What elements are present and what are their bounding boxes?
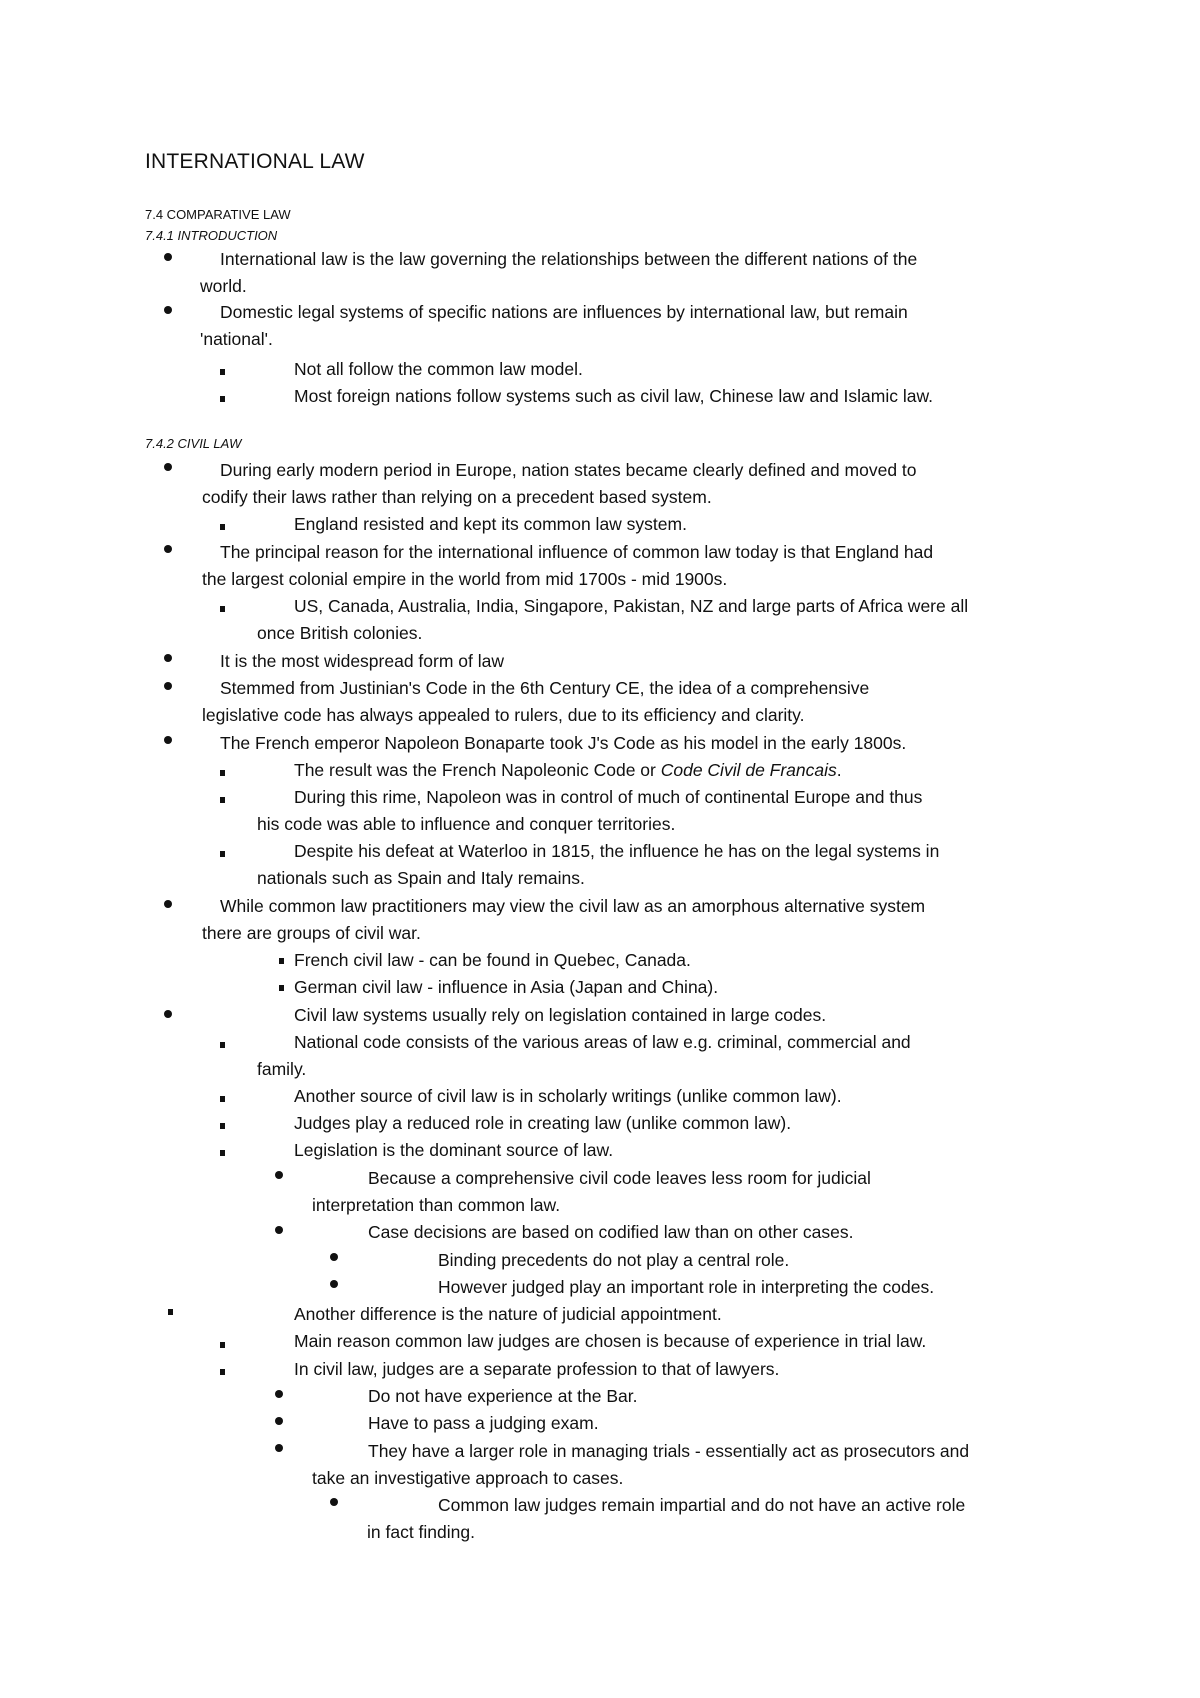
list-item: While common law practitioners may view the civil law as an amorphous alternative system: [220, 896, 926, 916]
square-bullet-icon: [279, 985, 284, 991]
list-item: Legislation is the dominant source of law.: [294, 1140, 614, 1160]
square-bullet-icon: [220, 369, 225, 375]
list-item-text: The result was the French Napoleonic Code or: [294, 760, 661, 780]
bullet-icon: [164, 1010, 172, 1018]
list-item: Judges play a reduced role in creating law (unlike common law).: [294, 1113, 792, 1133]
square-bullet-icon: [220, 396, 225, 402]
bullet-icon: [164, 545, 172, 553]
list-item: However judged play an important role in interpreting the codes.: [438, 1277, 935, 1297]
square-bullet-icon: [168, 1309, 173, 1315]
square-bullet-icon: [220, 797, 225, 803]
list-item-continuation: in fact finding.: [367, 1522, 475, 1542]
list-item: Because a comprehensive civil code leaves less room for judicial: [368, 1168, 871, 1188]
bullet-icon: [330, 1253, 338, 1261]
list-item-continuation: family.: [257, 1059, 307, 1079]
bullet-icon: [275, 1417, 283, 1425]
square-bullet-icon: [220, 524, 225, 530]
list-item: Main reason common law judges are chosen is because of experience in trial law.: [294, 1331, 927, 1351]
bullet-icon: [164, 253, 172, 261]
list-item: Despite his defeat at Waterloo in 1815, the influence he has on the legal systems in: [294, 841, 940, 861]
list-item: England resisted and kept its common law system.: [294, 514, 687, 534]
list-item-continuation: once British colonies.: [257, 623, 423, 643]
bullet-icon: [330, 1280, 338, 1288]
list-item-continuation: interpretation than common law.: [312, 1195, 561, 1215]
section-heading: 7.4 COMPARATIVE LAW: [145, 207, 291, 222]
list-item: They have a larger role in managing trials - essentially act as prosecutors and: [368, 1441, 970, 1461]
list-item: Not all follow the common law model.: [294, 359, 583, 379]
bullet-icon: [164, 463, 172, 471]
subsection-heading-introduction: 7.4.1 INTRODUCTION: [145, 228, 278, 243]
list-item: Domestic legal systems of specific nations are influences by international law, but remain: [220, 302, 908, 322]
square-bullet-icon: [220, 770, 225, 776]
list-item-text-end: .: [836, 760, 842, 780]
list-item: Stemmed from Justinian's Code in the 6th Century CE, the idea of a comprehensive: [220, 678, 870, 698]
square-bullet-icon: [220, 606, 225, 612]
list-item: During this rime, Napoleon was in control of much of continental Europe and thus: [294, 787, 923, 807]
bullet-icon: [330, 1498, 338, 1506]
list-item: French civil law - can be found in Quebec, Canada.: [294, 950, 691, 970]
list-item: Most foreign nations follow systems such as civil law, Chinese law and Islamic law.: [294, 386, 934, 406]
list-item: The French emperor Napoleon Bonaparte took J's Code as his model in the early 1800s.: [220, 733, 907, 753]
square-bullet-icon: [220, 1369, 225, 1375]
subsection-heading-civil-law: 7.4.2 CIVIL LAW: [145, 436, 242, 451]
square-bullet-icon: [220, 1123, 225, 1129]
bullet-icon: [164, 654, 172, 662]
list-item: Another difference is the nature of judicial appointment.: [294, 1304, 722, 1324]
square-bullet-icon: [220, 1096, 225, 1102]
list-item: Do not have experience at the Bar.: [368, 1386, 638, 1406]
list-item-continuation: nationals such as Spain and Italy remains.: [257, 868, 585, 888]
list-item-continuation: codify their laws rather than relying on a precedent based system.: [202, 487, 712, 507]
list-item: Case decisions are based on codified law than on other cases.: [368, 1222, 854, 1242]
list-item: Have to pass a judging exam.: [368, 1413, 599, 1433]
list-item-continuation: legislative code has always appealed to rulers, due to its efficiency and clarity.: [202, 705, 805, 725]
list-item: German civil law - influence in Asia (Japan and China).: [294, 977, 719, 997]
bullet-icon: [275, 1390, 283, 1398]
list-item: During early modern period in Europe, nation states became clearly defined and moved to: [220, 460, 917, 480]
list-item: In civil law, judges are a separate profession to that of lawyers.: [294, 1359, 780, 1379]
square-bullet-icon: [220, 851, 225, 857]
bullet-icon: [275, 1444, 283, 1452]
list-item: It is the most widespread form of law: [220, 651, 504, 671]
list-item: National code consists of the various areas of law e.g. criminal, commercial and: [294, 1032, 911, 1052]
document-title: INTERNATIONAL LAW: [145, 150, 365, 173]
list-item-continuation: 'national'.: [200, 329, 273, 349]
bullet-icon: [164, 306, 172, 314]
list-item: Common law judges remain impartial and do not have an active role: [438, 1495, 966, 1515]
list-item-continuation: the largest colonial empire in the world from mid 1700s - mid 1900s.: [202, 569, 728, 589]
code-civil-italic: Code Civil de Francais: [660, 760, 837, 780]
bullet-icon: [164, 736, 172, 744]
list-item: The principal reason for the international influence of common law today is that England had: [220, 542, 934, 562]
list-item: Binding precedents do not play a central role.: [438, 1250, 790, 1270]
list-item-continuation: world.: [200, 276, 247, 296]
bullet-icon: [275, 1171, 283, 1179]
list-item: US, Canada, Australia, India, Singapore, Pakistan, NZ and large parts of Africa were all: [294, 596, 969, 616]
list-item-continuation: his code was able to influence and conquer territories.: [257, 814, 676, 834]
list-item: Civil law systems usually rely on legislation contained in large codes.: [294, 1005, 827, 1025]
bullet-icon: [275, 1226, 283, 1234]
list-item: [294, 758, 842, 782]
list-item-continuation: there are groups of civil war.: [202, 923, 421, 943]
list-item: International law is the law governing the relationships between the different nations of the: [220, 249, 918, 269]
bullet-icon: [164, 682, 172, 690]
list-item: Another source of civil law is in scholarly writings (unlike common law).: [294, 1086, 842, 1106]
square-bullet-icon: [279, 958, 284, 964]
bullet-icon: [164, 900, 172, 908]
square-bullet-icon: [220, 1150, 225, 1156]
square-bullet-icon: [220, 1042, 225, 1048]
square-bullet-icon: [220, 1342, 225, 1348]
list-item-continuation: take an investigative approach to cases.: [312, 1468, 624, 1488]
